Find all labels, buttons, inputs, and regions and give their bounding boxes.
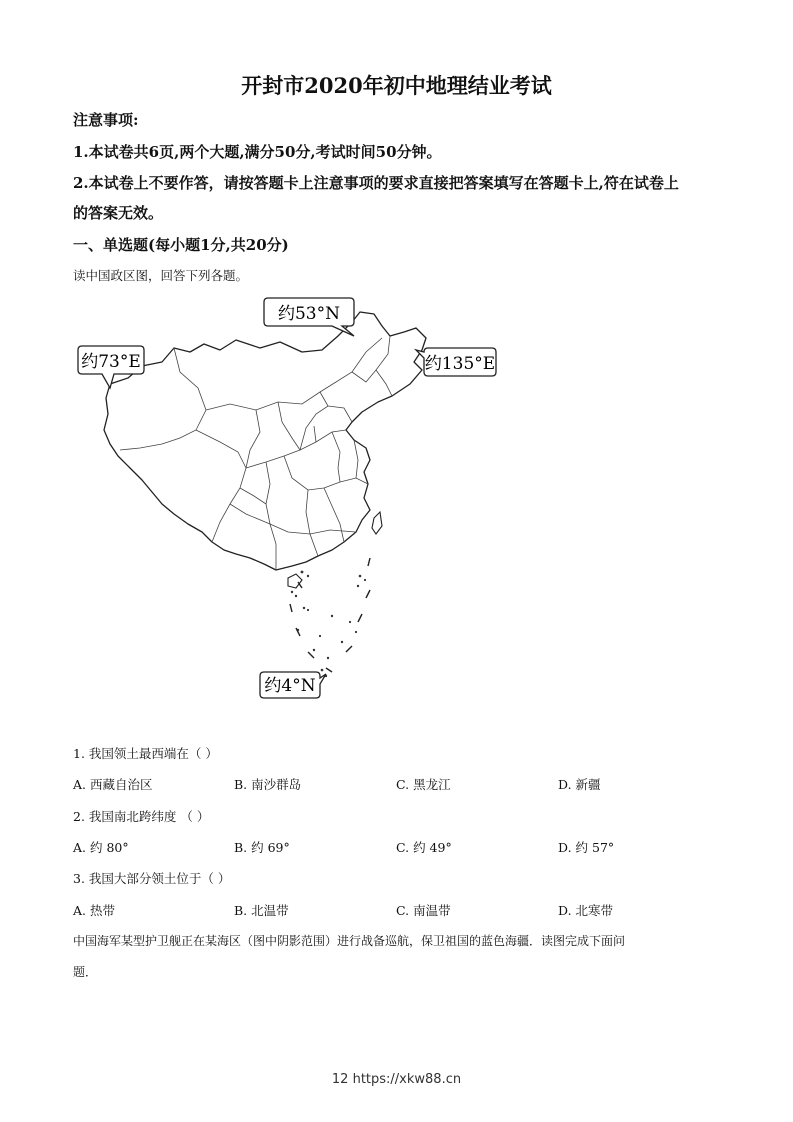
south-china-sea-islands bbox=[291, 571, 366, 678]
question-2-stem: 2. 我国南北跨纬度 （ ） bbox=[73, 809, 210, 824]
notice-heading: 注意事项: bbox=[73, 111, 139, 129]
question-2-option-d: D. 约 57° bbox=[558, 840, 615, 855]
question-2-option-b: B. 约 69° bbox=[234, 840, 290, 855]
passage-line-1: 中国海军某型护卫舰正在某海区（图中阴影范围）进行战备巡航，保卫祖国的蓝色海疆．读图完成下面问 bbox=[73, 934, 626, 948]
notice-item-1: 1.本试卷共6页,两个大题,满分50分,考试时间50分钟。 bbox=[73, 143, 442, 161]
question-2-option-a: A. 约 80° bbox=[73, 840, 129, 855]
callout-east bbox=[416, 348, 496, 376]
nine-dash-line bbox=[290, 558, 370, 672]
page-title: 开封市2020年初中地理结业考试 bbox=[241, 73, 552, 98]
taiwan-island bbox=[372, 512, 382, 534]
china-map-figure bbox=[70, 292, 510, 702]
question-3-stem: 3. 我国大部分领土位于（ ） bbox=[73, 871, 231, 886]
question-3-option-a: A. 热带 bbox=[73, 903, 115, 918]
callout-north-label: 约53°N bbox=[277, 304, 341, 324]
question-2-option-c: C. 约 49° bbox=[396, 840, 452, 855]
page-footer: 12 https://xkw88.cn bbox=[331, 1072, 462, 1087]
question-3-option-b: B. 北温带 bbox=[234, 903, 289, 918]
question-1-option-b: B. 南沙群岛 bbox=[234, 777, 302, 792]
section-intro: 读中国政区图，回答下列各题。 bbox=[73, 268, 249, 283]
notice-item-2-line-1: 2.本试卷上不要作答，请按答题卡上注意事项的要求直接把答案填写在答题卡上,符在试卷上 bbox=[73, 174, 679, 192]
china-map-drawing bbox=[70, 292, 510, 702]
callout-south-label: 约4°N bbox=[264, 676, 316, 696]
callout-south bbox=[260, 672, 326, 698]
notice-item-2-line-2: 的答案无效。 bbox=[73, 204, 164, 222]
callout-west bbox=[78, 346, 144, 388]
question-1-option-d: D. 新疆 bbox=[558, 777, 601, 792]
section-heading: 一、单选题(每小题1分,共20分) bbox=[73, 236, 289, 254]
passage-line-2: 题． bbox=[73, 965, 98, 979]
question-3-option-d: D. 北寒带 bbox=[558, 903, 614, 918]
question-1-stem: 1. 我国领土最西端在（ ） bbox=[73, 746, 218, 761]
province-boundaries bbox=[120, 336, 392, 570]
question-1-option-a: A. 西藏自治区 bbox=[73, 777, 153, 792]
callout-north bbox=[264, 298, 354, 336]
callout-east-label: 约135°E bbox=[424, 354, 496, 374]
callout-west-label: 约73°E bbox=[81, 352, 141, 372]
question-3-option-c: C. 南温带 bbox=[396, 903, 451, 918]
question-1-option-c: C. 黑龙江 bbox=[396, 777, 451, 792]
